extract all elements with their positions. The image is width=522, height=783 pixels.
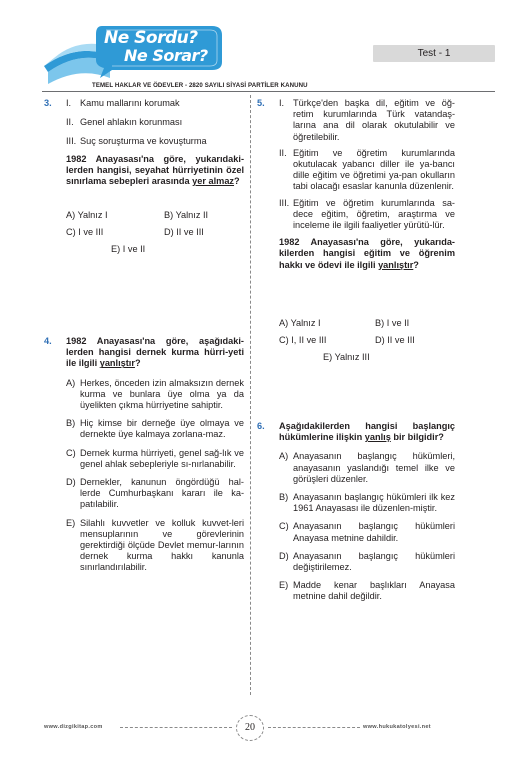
footer-rule-right [268,727,360,728]
footer-left-url[interactable]: www.dizgikitap.com [44,724,103,730]
option-e[interactable]: E) I ve II [111,244,146,254]
option-b[interactable]: B) Hiç kimse bir derneğe üye olmaya ve dernekte üye kalmaya zorlana-maz. [66,418,244,440]
option-a[interactable]: A) Herkes, önceden izin almaksızın dernek kurma ve bunlara üye olma ya da üyelikten çıkma hürriyetine sahiptir. [66,377,244,411]
option-e[interactable]: E) Silahlı kuvvetler ve kolluk kuvvet-leri mensuplarının ve görevlerinin gerektirdiği ölçüde Devlet memur-larının dernek kurma hakkı kanunla sınırlandırılabilir. [66,517,244,573]
question-5 [257,98,455,362]
premise-item: II. Genel ahlakın korunması [66,117,183,128]
option-c[interactable]: C) I ve III [66,227,104,237]
brand-logo [40,22,230,88]
option-e[interactable]: E) Yalnız III [323,352,370,362]
option-d[interactable]: D) Dernekler, kanunun öngördüğü hal-lerde Cumhurbaşkanı kararı ile ka-patılabilir. [66,477,244,510]
question-stem: 1982 Anayasası'na göre, aşağıdaki-lerden hangisi dernek kurma hürri-yeti ile ilgili yanlıştır? [66,336,244,369]
option-a[interactable]: A) Yalnız I [279,318,321,328]
option-a[interactable]: A) Yalnız I [66,210,108,220]
question-stem: 1982 Anayasası'na göre, yukarıda-kilerden hangisi eğitim ve öğrenim hakkı ve ödevi ile ilgili yanlıştır? [279,237,455,270]
column-divider [250,95,251,695]
footer-right-url[interactable]: www.hukukatolyesi.net [363,724,431,730]
footer-rule-left [120,727,232,728]
question-3 [44,98,244,254]
option-c[interactable]: C) Anayasanın başlangıç hükümleri Anayasa metnine dahildir. [279,521,455,543]
question-number: 4. [44,336,52,346]
question-number: 6. [257,421,265,431]
answer-options [279,451,455,602]
premise-item: II. Eğitim ve öğretim kurumlarında okutulacak yabancı diller ile ya-bancı dille eğitim ve öğretimi ya-pan okulların tabi olacağı esaslar kanunla düzenlenir. [279,147,455,192]
answer-options [279,318,455,362]
option-e[interactable]: E) Madde kenar başlıkları Anayasa metnine dahil değildir. [279,580,455,602]
header-rule [42,91,495,92]
question-stem: Aşağıdakilerden hangisi başlangıç hükümlerine ilişkin yanlış bir bilgidir? [279,421,455,443]
question-number: 3. [44,98,52,108]
premise-item: I. Türkçe'den başka dil, eğitim ve öğ-retim kurumlarında Türk vatandaş-larına ana dil olarak okutulabilir ve öğretilebilir. [279,98,455,142]
subject-title: TEMEL HAKLAR VE ÖDEVLER - 2820 SAYILI SİYASİ PARTİLER KANUNU [92,82,308,89]
option-d[interactable]: D) Anayasanın başlangıç hükümleri değiştirilemez. [279,550,455,573]
option-b[interactable]: B) Yalnız II [164,210,209,220]
page-number: 20 [236,715,264,741]
premise-item: III. Eğitim ve öğretim kurumlarında sa-dece eğitim, öğretim, araştırma ve inceleme ile ilgili faaliyetler yürütü-lür. [279,197,455,231]
logo-text-line1: Ne Sordu? [104,28,198,48]
logo-text-line2: Ne Sorar? [124,46,208,65]
option-c[interactable]: C) Dernek kurma hürriyeti, genel sağ-lık ve genel ahlak sebepleriyle sı-nırlanabilir. [66,447,244,469]
answer-options [66,210,244,254]
option-d[interactable]: D) II ve III [375,335,415,345]
premise-item: I. Kamu mallarını korumak [66,98,180,108]
option-a[interactable]: A) Anayasanın başlangıç hükümleri, anayasanın yaslandığı temel ilke ve görüşleri düzenler. [279,451,455,484]
answer-options [66,378,244,574]
option-b[interactable]: B) I ve II [375,318,410,328]
option-d[interactable]: D) II ve III [164,227,204,237]
option-c[interactable]: C) I, II ve III [279,335,327,345]
premise-item: III. Suç soruşturma ve kovuşturma [66,136,207,147]
test-label: Test - 1 [373,45,495,62]
question-stem: 1982 Anayasası'na göre, yukarıdaki-lerden hangisi, seyahat hürriyetinin özel sınırlama sebepleri arasında yer almaz? [66,153,244,187]
option-b[interactable]: B) Anayasanın başlangıç hükümleri ilk kez 1961 Anayasası ile düzenlen-miştir. [279,492,455,514]
question-number: 5. [257,98,265,108]
